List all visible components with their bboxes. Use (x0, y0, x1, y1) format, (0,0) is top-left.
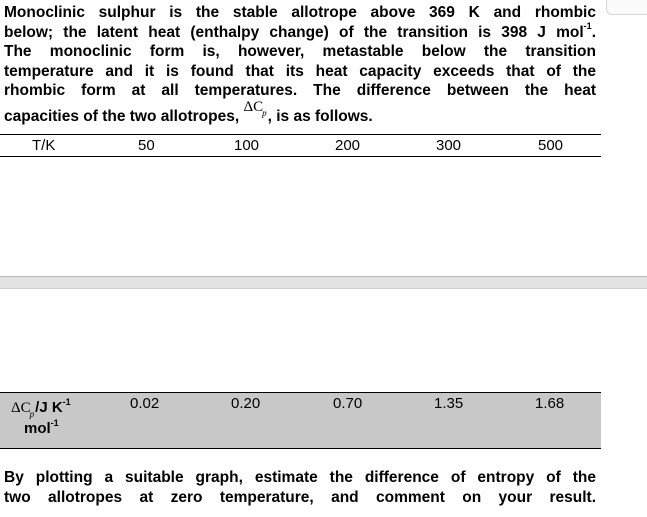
header-temp-300: 300 (436, 137, 462, 154)
intro-line-3: The monoclinic form is, however, metastable below the transition (4, 43, 596, 61)
table-row (0, 392, 601, 449)
row-delta-cp-symbol: $\Delta C_p$ (11, 400, 35, 419)
page-break-band (0, 276, 647, 289)
header-temp-500: 500 (538, 137, 564, 154)
value-100: 0.20 (231, 395, 261, 412)
intro-line-6: capacities of the two allotropes, $\Delta C_p$, is as follows. (4, 99, 373, 125)
value-500: 1.68 (535, 395, 565, 412)
question-line-1: By plotting a suitable graph, estimate the difference of entropy of the (4, 469, 596, 486)
header-temp-50: 50 (138, 137, 155, 154)
value-50: 0.02 (130, 395, 160, 412)
intro-line-5: rhombic form at all temperatures. The difference between the heat (4, 82, 596, 100)
question-paragraph (4, 468, 596, 507)
table-header-rule (0, 156, 601, 157)
question-line-2: two allotropes at zero temperature, and comment on your result. (4, 488, 596, 506)
header-temp-100: 100 (234, 137, 260, 154)
value-300: 1.35 (434, 395, 464, 412)
intro-paragraph (4, 3, 596, 101)
window-corner (606, 0, 647, 15)
header-temperature-label: T/K (32, 137, 56, 154)
row-label-delta-cp: $\Delta C_p/J$ $K^{-1}$ mol$^{-1}$ (11, 397, 71, 437)
delta-cp-symbol: $\Delta C_p$ (243, 99, 267, 118)
intro-line-4: temperature and it is found that its heat capacity exceeds that of the (4, 62, 596, 80)
intro-line-1: Monoclinic sulphur is the stable allotrope above 369 K and rhombic (4, 4, 596, 21)
header-temp-200: 200 (335, 137, 361, 154)
value-200: 0.70 (333, 395, 363, 412)
table-top-rule (0, 134, 601, 135)
intro-line-2: below; the latent heat (enthalpy change) of the transition is 398 J mol$^{-1}$. (4, 21, 596, 41)
